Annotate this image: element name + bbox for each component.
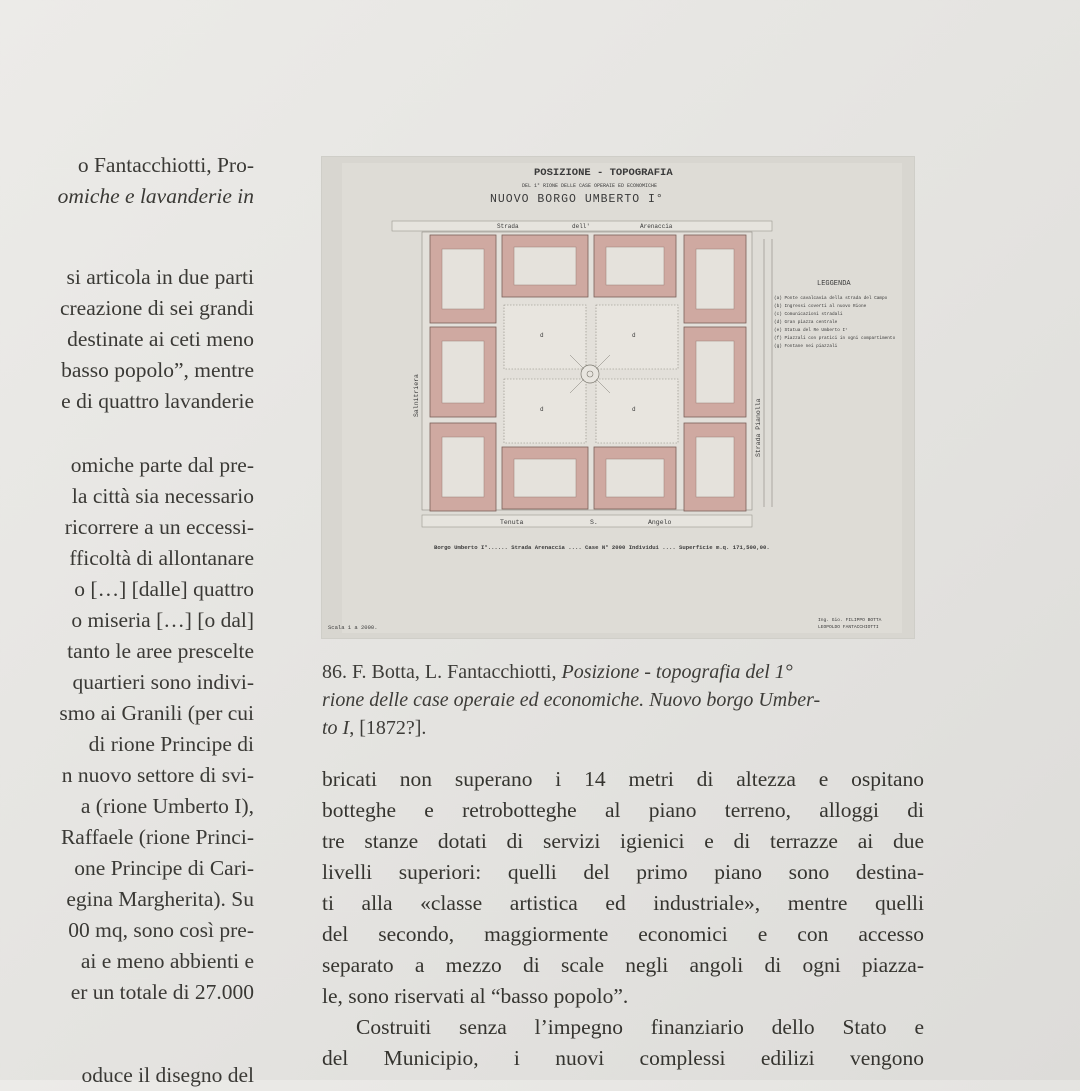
left-text-line: ricorrere a un eccessi- <box>64 515 254 539</box>
left-text-line: o […] [dalle] quattro <box>74 577 254 601</box>
plan-drawing <box>322 157 914 638</box>
svg-text:d: d <box>632 406 636 413</box>
street-bottom-3: Angelo <box>648 519 672 526</box>
left-text-line: creazione di sei grandi <box>59 296 254 320</box>
left-text-line: a (rione Umberto I), <box>80 794 254 818</box>
svg-text:d: d <box>540 332 544 339</box>
plan-scale: Scala 1 a 2000. <box>328 624 378 631</box>
left-text-line: er un totale di 27.000 <box>70 980 254 1004</box>
body-line: tre stanze dotati di servizi igienici e di terrazze ai due <box>322 829 924 853</box>
street-bottom-1: Tenuta <box>500 519 524 526</box>
legend-title: LEGGENDA <box>817 280 851 288</box>
left-text-line: quartieri sono indivi- <box>72 670 254 694</box>
body-line: le, sono riservati al “basso popolo”. <box>322 984 629 1008</box>
legend-item: (d) Gran piazza centrale <box>774 320 838 325</box>
legend-item: (a) Ponte cavalcavia della strada del Campo <box>774 296 888 301</box>
body-line: separato a mezzo di scale negli angoli di ogni piazza- <box>322 953 924 977</box>
left-text-line: fficoltà di allontanare <box>69 546 254 570</box>
left-text-line: di rione Principe di <box>88 732 254 756</box>
left-text-line: o miseria […] [o dal] <box>71 608 254 632</box>
left-text-line: smo ai Granili (per cui <box>59 701 254 725</box>
left-text-line: n nuovo settore di svi- <box>61 763 254 787</box>
caption-title-3: to I <box>322 717 350 739</box>
left-text-line: tanto le aree prescelte <box>67 639 254 663</box>
plan-signature-2: LEOPOLDO FANTACCHIOTTI <box>818 625 879 630</box>
left-text-line: si articola in due parti <box>66 265 254 289</box>
left-text-line: oduce il disegno del <box>81 1063 254 1087</box>
figure-caption <box>322 658 922 742</box>
legend-item: (e) Statua del Re Umberto I° <box>774 328 848 333</box>
street-right: Strada Pianolla <box>755 398 762 457</box>
street-top-2: dell' <box>572 223 591 230</box>
body-text-right <box>322 764 924 1074</box>
topographic-plan-figure <box>322 157 914 638</box>
left-text-line: omiche parte dal pre- <box>70 453 254 477</box>
caption-date: , [1872?]. <box>349 717 427 739</box>
left-text-line: omiche e lavanderie in <box>57 184 254 208</box>
caption-authors: F. Botta, L. Fantacchiotti, <box>352 661 557 683</box>
plan-signature-1: Ing. Gio. FILIPPO BOTTA <box>818 618 882 623</box>
legend-item: (f) Piazzali con pratici in ogni compartimento <box>774 336 896 341</box>
street-left: Salnitriera <box>413 374 420 417</box>
body-line: Costruiti senza l’impegno finanziario dello Stato e <box>356 1015 924 1039</box>
legend-item: (g) Fontane nei piazzali <box>774 344 838 349</box>
street-bottom-2: S. <box>590 519 598 526</box>
plan-heading: NUOVO BORGO UMBERTO I° <box>490 193 664 206</box>
plan-subtitle: DEL 1° RIONE DELLE CASE OPERAIE ED ECONOMICHE <box>522 183 658 189</box>
body-line: botteghe e retrobotteghe al piano terreno, alloggi di <box>322 798 924 822</box>
body-line: bricati non superano i 14 metri di altezza e ospitano <box>322 767 924 791</box>
svg-text:d: d <box>632 332 636 339</box>
left-text-line: destinate ai ceti meno <box>67 327 254 351</box>
left-text-line: one Principe di Cari- <box>74 856 254 880</box>
caption-title-2: rione delle case operaie ed economiche. Nuovo borgo Umber- <box>322 689 821 711</box>
left-text-line: e di quattro lavanderie <box>61 389 254 413</box>
caption-number: 86. <box>322 661 347 683</box>
street-top-3: Arenaccia <box>640 223 673 230</box>
left-text-line: ai e meno abbienti e <box>80 949 254 973</box>
body-line: livelli superiori: quelli del primo piano sono destina- <box>322 860 924 884</box>
left-text-line: 00 mq, sono così pre- <box>68 918 254 942</box>
body-line: ti alla «classe artistica ed industriale», mentre quelli <box>322 891 924 915</box>
legend-item: (b) Ingressi coverti al nuovo Rione <box>774 304 867 309</box>
left-text-line: la città sia necessario <box>71 484 254 508</box>
caption-title-1: Posizione - topografia del 1° <box>561 661 793 683</box>
body-line: del secondo, maggiormente economici e con accesso <box>322 922 924 946</box>
left-text-line: Raffaele (rione Princi- <box>60 825 254 849</box>
legend-item: (c) Comunicazioni stradali <box>774 312 843 317</box>
plan-bottom-line: Borgo Umberto I°...... Strada Arenaccia .... Case N° 2000 Individui .... Superficie m.q. 171,500,00. <box>434 544 770 551</box>
left-text-line: egina Margherita). Su <box>66 887 254 911</box>
plan-title: POSIZIONE - TOPOGRAFIA <box>534 167 673 179</box>
svg-text:d: d <box>540 406 544 413</box>
left-text-line: o Fantacchiotti, Pro- <box>77 153 254 177</box>
left-text-line: basso popolo”, mentre <box>61 358 254 382</box>
street-top-1: Strada <box>497 223 519 230</box>
body-line: del Municipio, i nuovi complessi edilizi vengono <box>322 1046 924 1070</box>
